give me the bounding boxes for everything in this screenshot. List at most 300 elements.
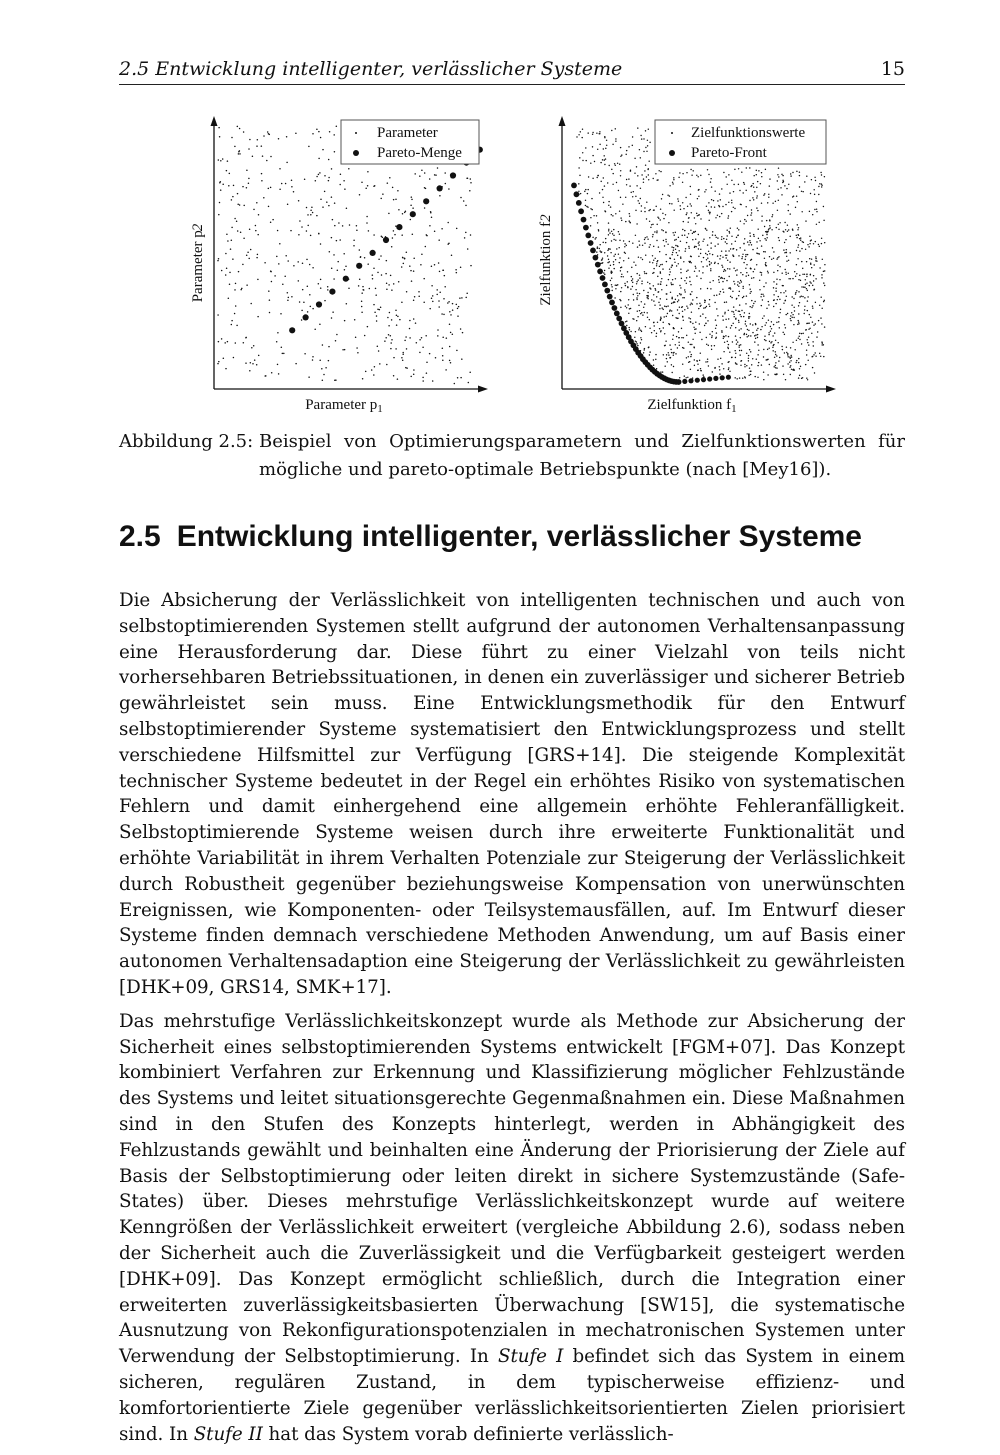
objective-point — [677, 295, 678, 296]
objective-point — [668, 352, 669, 353]
parameter-point — [225, 253, 227, 255]
parameter-point — [470, 234, 472, 236]
objective-point — [777, 189, 778, 190]
parameter-point — [312, 356, 314, 358]
objective-point — [629, 222, 630, 223]
objective-point — [736, 339, 737, 340]
objective-point — [736, 237, 737, 238]
parameter-point — [431, 285, 433, 287]
objective-point — [723, 336, 724, 337]
objective-point — [734, 169, 735, 170]
objective-point — [605, 238, 606, 239]
objective-point — [644, 170, 645, 171]
parameter-point — [324, 191, 326, 193]
parameter-point — [228, 185, 230, 187]
objective-point — [690, 318, 691, 319]
objective-point — [637, 200, 638, 201]
objective-point — [700, 288, 701, 289]
objective-point — [760, 183, 761, 184]
objective-point — [717, 315, 718, 316]
parameter-point — [234, 313, 236, 315]
objective-point — [644, 242, 645, 243]
parameter-point — [324, 300, 326, 302]
objective-point — [663, 230, 664, 231]
parameter-point — [224, 342, 226, 344]
objective-point — [587, 189, 588, 190]
parameter-point — [287, 300, 289, 302]
objective-point — [643, 138, 644, 139]
parameter-point — [276, 256, 278, 258]
objective-point — [814, 372, 815, 373]
objective-point — [741, 310, 742, 311]
objective-point — [698, 196, 699, 197]
parameter-point — [318, 158, 320, 160]
objective-point — [702, 272, 703, 273]
parameter-point — [402, 359, 404, 361]
objective-point — [649, 319, 650, 320]
objective-point — [788, 184, 789, 185]
objective-point — [805, 279, 806, 280]
objective-point — [684, 309, 685, 310]
objective-point — [773, 281, 774, 282]
objective-point — [698, 242, 699, 243]
objective-point — [640, 188, 641, 189]
objective-point — [746, 295, 747, 296]
objective-point — [784, 334, 785, 335]
parameter-point — [421, 337, 423, 339]
parameter-point — [227, 341, 229, 343]
objective-point — [761, 220, 762, 221]
objective-point — [753, 236, 754, 237]
objective-point — [715, 319, 716, 320]
parameter-point — [361, 292, 363, 294]
objective-point — [674, 259, 675, 260]
objective-point — [819, 305, 820, 306]
parameter-point — [344, 320, 346, 322]
objective-point — [799, 250, 800, 251]
objective-point — [701, 339, 702, 340]
objective-point — [628, 327, 629, 328]
objective-point — [766, 231, 767, 232]
parameter-point — [297, 261, 299, 263]
objective-point — [620, 291, 621, 292]
parameter-point — [386, 364, 388, 366]
parameter-point — [462, 332, 464, 334]
parameter-point — [429, 308, 431, 310]
parameter-point — [424, 207, 426, 209]
objective-point — [726, 184, 727, 185]
objective-point — [726, 301, 727, 302]
objective-point — [690, 293, 691, 294]
objective-point — [709, 237, 710, 238]
objective-point — [779, 327, 780, 328]
objective-point — [766, 237, 767, 238]
objective-point — [821, 274, 822, 275]
objective-point — [672, 265, 673, 266]
objective-point — [739, 291, 740, 292]
objective-point — [618, 231, 619, 232]
objective-point — [736, 343, 737, 344]
objective-point — [688, 341, 689, 342]
objective-point — [641, 205, 642, 206]
parameter-point — [316, 128, 318, 130]
objective-point — [778, 296, 779, 297]
objective-point — [798, 305, 799, 306]
objective-point — [687, 206, 688, 207]
objective-point — [679, 293, 680, 294]
objective-point — [689, 281, 690, 282]
objective-point — [792, 342, 793, 343]
parameter-point — [379, 363, 381, 365]
objective-point — [786, 249, 787, 250]
objective-point — [624, 283, 625, 284]
objective-point — [764, 339, 765, 340]
objective-point — [806, 273, 807, 274]
objective-point — [718, 282, 719, 283]
parameter-point — [237, 204, 239, 206]
parameter-point — [328, 177, 330, 179]
objective-point — [806, 282, 807, 283]
objective-point — [775, 367, 776, 368]
objective-point — [812, 285, 813, 286]
pareto-front-point — [604, 288, 610, 294]
parameter-point — [437, 329, 439, 331]
objective-point — [725, 204, 726, 205]
objective-point — [692, 339, 693, 340]
objective-point — [620, 217, 621, 218]
objective-point — [714, 368, 715, 369]
objective-point — [759, 253, 760, 254]
objective-point — [695, 321, 696, 322]
objective-point — [798, 321, 799, 322]
objective-point — [708, 345, 709, 346]
objective-point — [751, 244, 752, 245]
objective-point — [635, 289, 636, 290]
objective-point — [681, 278, 682, 279]
objective-point — [811, 258, 812, 259]
objective-point — [784, 300, 785, 301]
objective-point — [763, 356, 764, 357]
parameter-point — [328, 180, 330, 182]
objective-point — [744, 238, 745, 239]
objective-point — [671, 364, 672, 365]
objective-point — [764, 335, 765, 336]
objective-point — [773, 272, 774, 273]
objective-point — [645, 326, 646, 327]
objective-point — [738, 329, 739, 330]
objective-point — [751, 277, 752, 278]
objective-point — [711, 349, 712, 350]
parameter-point — [248, 178, 250, 180]
parameter-point — [318, 174, 320, 176]
objective-point — [777, 299, 778, 300]
objective-point — [610, 252, 611, 253]
objective-point — [750, 351, 751, 352]
running-head — [119, 58, 905, 85]
objective-point — [821, 308, 822, 309]
objective-point — [679, 205, 680, 206]
parameter-point — [329, 131, 331, 133]
parameter-point — [336, 334, 338, 336]
objective-point — [741, 258, 742, 259]
parameter-point — [320, 198, 322, 200]
objective-point — [750, 268, 751, 269]
objective-point — [707, 320, 708, 321]
parameter-point — [446, 337, 448, 339]
objective-point — [767, 272, 768, 273]
objective-point — [645, 164, 646, 165]
parameter-point — [357, 352, 359, 354]
objective-point — [682, 316, 683, 317]
right-x-label: Zielfunktion $f_1$ — [647, 397, 737, 415]
objective-point — [706, 229, 707, 230]
parameter-point — [378, 258, 380, 260]
parameter-point — [361, 182, 363, 184]
objective-point — [789, 252, 790, 253]
objective-point — [705, 253, 706, 254]
objective-point — [824, 300, 825, 301]
parameter-point — [319, 172, 321, 174]
objective-point — [592, 155, 593, 156]
objective-point — [739, 190, 740, 191]
objective-point — [821, 186, 822, 187]
objective-point — [608, 165, 609, 166]
objective-point — [769, 225, 770, 226]
parameter-point — [439, 291, 441, 293]
objective-point — [659, 266, 660, 267]
objective-point — [617, 284, 618, 285]
objective-point — [639, 310, 640, 311]
parameter-point — [373, 374, 375, 376]
objective-point — [656, 368, 657, 369]
parameter-point — [256, 364, 258, 366]
objective-point — [621, 287, 622, 288]
objective-point — [778, 321, 779, 322]
objective-point — [708, 220, 709, 221]
parameter-point — [310, 214, 312, 216]
objective-point — [723, 238, 724, 239]
objective-point — [695, 223, 696, 224]
objective-point — [674, 239, 675, 240]
objective-point — [677, 347, 678, 348]
objective-point — [625, 305, 626, 306]
objective-point — [705, 228, 706, 229]
pareto-front-point — [576, 200, 582, 206]
parameter-point — [369, 288, 371, 290]
objective-point — [777, 270, 778, 271]
objective-point — [649, 142, 650, 143]
objective-point — [719, 258, 720, 259]
objective-point — [656, 230, 657, 231]
objective-point — [692, 299, 693, 300]
parameter-point — [390, 335, 392, 337]
objective-point — [792, 314, 793, 315]
objective-point — [678, 299, 679, 300]
pareto-front-point — [720, 375, 725, 380]
objective-point — [690, 255, 691, 256]
objective-point — [715, 235, 716, 236]
parameter-point — [343, 180, 345, 182]
objective-point — [633, 294, 634, 295]
objective-point — [776, 367, 777, 368]
objective-point — [700, 278, 701, 279]
objective-point — [731, 202, 732, 203]
objective-point — [687, 307, 688, 308]
objective-point — [772, 214, 773, 215]
parameter-point — [395, 198, 397, 200]
objective-point — [611, 273, 612, 274]
objective-point — [670, 349, 671, 350]
objective-point — [719, 369, 720, 370]
objective-point — [615, 140, 616, 141]
objective-point — [759, 280, 760, 281]
pareto-set-point — [370, 250, 376, 256]
objective-point — [761, 305, 762, 306]
objective-point — [803, 286, 804, 287]
objective-point — [728, 215, 729, 216]
objective-point — [628, 220, 629, 221]
objective-point — [753, 234, 754, 235]
objective-point — [779, 222, 780, 223]
parameter-point — [245, 362, 247, 364]
objective-point — [700, 352, 701, 353]
objective-point — [782, 365, 783, 366]
parameter-point — [361, 301, 363, 303]
parameter-point — [414, 173, 416, 175]
objective-point — [773, 344, 774, 345]
parameter-point — [267, 131, 269, 133]
objective-point — [702, 241, 703, 242]
objective-point — [764, 238, 765, 239]
objective-point — [761, 172, 762, 173]
objective-point — [736, 249, 737, 250]
parameter-point — [356, 230, 358, 232]
objective-point — [751, 209, 752, 210]
objective-point — [787, 353, 788, 354]
objective-point — [742, 192, 743, 193]
parameter-point — [221, 338, 223, 340]
objective-point — [783, 181, 784, 182]
objective-point — [744, 259, 745, 260]
objective-point — [690, 321, 691, 322]
parameter-point — [219, 136, 221, 138]
objective-point — [800, 239, 801, 240]
objective-point — [660, 264, 661, 265]
objective-point — [686, 335, 687, 336]
objective-point — [645, 147, 646, 148]
objective-point — [599, 244, 600, 245]
objective-point — [731, 357, 732, 358]
parameter-point — [236, 221, 238, 223]
objective-point — [738, 286, 739, 287]
parameter-point — [264, 262, 266, 264]
parameter-point — [410, 204, 412, 206]
parameter-point — [442, 337, 444, 339]
objective-point — [632, 278, 633, 279]
objective-point — [744, 249, 745, 250]
objective-point — [626, 325, 627, 326]
objective-point — [608, 205, 609, 206]
objective-point — [805, 220, 806, 221]
objective-point — [692, 170, 693, 171]
objective-point — [743, 223, 744, 224]
objective-point — [801, 191, 802, 192]
objective-point — [616, 248, 617, 249]
objective-point — [654, 258, 655, 259]
objective-point — [678, 263, 679, 264]
objective-point — [601, 251, 602, 252]
objective-point — [669, 344, 670, 345]
objective-point — [612, 215, 613, 216]
objective-point — [699, 270, 700, 271]
objective-point — [759, 240, 760, 241]
objective-point — [791, 369, 792, 370]
objective-point — [726, 229, 727, 230]
objective-point — [804, 309, 805, 310]
objective-point — [696, 213, 697, 214]
objective-point — [818, 194, 819, 195]
right-y-arrow — [559, 116, 566, 126]
objective-point — [692, 323, 693, 324]
objective-point — [610, 265, 611, 266]
objective-point — [801, 286, 802, 287]
objective-point — [742, 297, 743, 298]
objective-point — [823, 282, 824, 283]
objective-point — [736, 378, 737, 379]
objective-point — [815, 241, 816, 242]
objective-point — [775, 351, 776, 352]
objective-point — [724, 313, 725, 314]
parameter-point — [248, 182, 250, 184]
objective-point — [818, 186, 819, 187]
objective-point — [709, 212, 710, 213]
objective-point — [768, 304, 769, 305]
objective-point — [727, 268, 728, 269]
objective-point — [636, 292, 637, 293]
parameter-point — [266, 160, 268, 162]
objective-point — [686, 172, 687, 173]
objective-point — [647, 317, 648, 318]
objective-point — [739, 354, 740, 355]
objective-point — [642, 314, 643, 315]
objective-point — [710, 288, 711, 289]
objective-point — [802, 268, 803, 269]
objective-point — [612, 233, 613, 234]
objective-point — [804, 297, 805, 298]
objective-point — [665, 340, 666, 341]
objective-point — [806, 377, 807, 378]
objective-point — [610, 206, 611, 207]
objective-point — [777, 342, 778, 343]
objective-point — [732, 323, 733, 324]
objective-point — [824, 285, 825, 286]
parameter-point — [391, 339, 393, 341]
objective-point — [679, 345, 680, 346]
objective-point — [781, 272, 782, 273]
objective-point — [700, 368, 701, 369]
objective-point — [677, 245, 678, 246]
left-y-arrow — [211, 116, 218, 126]
objective-point — [672, 252, 673, 253]
objective-point — [798, 362, 799, 363]
objective-point — [734, 350, 735, 351]
objective-point — [680, 287, 681, 288]
parameter-point — [239, 150, 241, 152]
objective-point — [688, 233, 689, 234]
objective-point — [786, 260, 787, 261]
objective-point — [632, 196, 633, 197]
objective-point — [705, 307, 706, 308]
